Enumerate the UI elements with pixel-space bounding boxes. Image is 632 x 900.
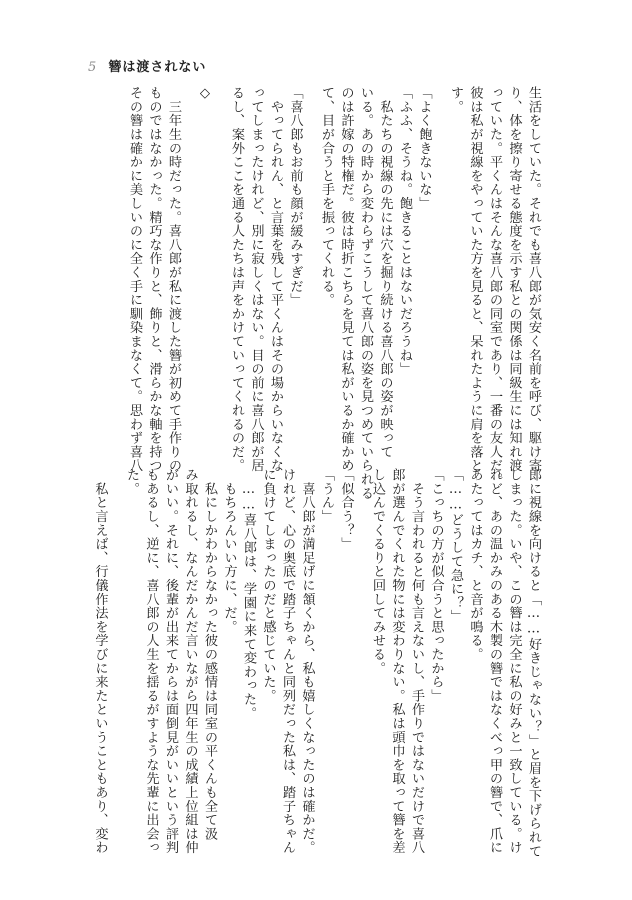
- text-column: ものではなかった。精巧な作りと、飾りと、滑らかな軸を持つ: [146, 86, 162, 473]
- text-column: す。: [448, 86, 463, 114]
- text-column: るし、案外ここを通る人たちは声をかけていってくれるのだ。: [229, 86, 244, 473]
- text-column: 喜八郎が満足げに頷くから、私も嬉しくなったのは確かだ。: [299, 468, 315, 855]
- text-column: その簪は確かに美しいのに全く手に馴染まなくて。思わず喜八: [127, 86, 142, 473]
- text-column: 「こっちの方が似合うと思ったから」: [428, 468, 444, 703]
- text-column: やってられん、と言葉を残して平くんはその場からいなくな: [268, 86, 283, 473]
- text-column: 彼は私が視線をやっていた方を見ると、呆れたように肩を落と: [467, 86, 483, 473]
- text-column: あたってはカチ、と音が鳴る。: [467, 468, 483, 662]
- text-column: り、体を擦り寄せる態度を示す私との関係は同級生には知れ渡: [506, 86, 522, 473]
- text-column: 私たちの視線の先には穴を掘り続ける喜八郎の姿が映って: [377, 86, 393, 459]
- text-column: いる。あの時から変わらずこうして喜八郎の姿を見つめていられる: [358, 86, 373, 500]
- text-column: っていた。平くんはそんな喜八郎の同室であり、一番の友人だ。: [487, 86, 502, 487]
- section-break-mark: ◇: [197, 86, 213, 102]
- text-column: もあるし、逆に、喜八郎の人生を揺るがすような先輩に出会っ: [143, 468, 159, 855]
- text-column: 生活をしていた。それでも喜八郎が気安く名前を呼び、駆け寄: [526, 86, 541, 473]
- text-column: 「似合う？」: [338, 468, 354, 551]
- text-column: 三年生の時だった。喜八郎が私に渡した簪が初めて手作りの: [166, 86, 181, 473]
- text-column: ってしまったけれど、別に寂しくはない。目の前に喜八郎が居: [248, 86, 264, 473]
- text-column: 「……どうして急に？」: [448, 468, 463, 624]
- text-column: 「よく飽きないな」: [416, 86, 432, 211]
- text-column: そう言われると何も言えないし、手作りではないだけで喜八: [409, 468, 424, 855]
- running-title: 簪は渡されない: [108, 60, 207, 75]
- text-column: 郎に視線を向けると「……好きじゃない？」と眉を下げられて: [526, 468, 541, 858]
- text-column: がいい。それに、後輩が出来てからは面倒見がいいという評判: [163, 468, 178, 855]
- text-column: もちろんいい方に、だ。: [221, 468, 237, 634]
- running-header: [88, 56, 206, 75]
- text-column: 私にしかわからなかった彼の感情は同室の平くんも全て汲: [202, 468, 217, 841]
- text-column: 「うん」: [319, 468, 334, 524]
- page-number: 5: [88, 60, 98, 75]
- text-column: しまった。いや、この簪は完全に私の好みと一致している。け: [506, 468, 522, 855]
- text-column: た。: [124, 468, 139, 496]
- text-column: し込んでくるりと回してみせる。: [370, 468, 385, 675]
- text-column: のは許嫁の特権だ。彼は時折こちらを見ては私がいるか確かめ: [338, 86, 354, 473]
- text-column: て、目が合うと手を振ってくれる。: [319, 86, 334, 307]
- text-column: 私と言えば、行儀作法を学びに来たということもあり、変わ: [92, 468, 108, 855]
- text-column: に負けてしまったのだと感じていた。: [260, 468, 276, 703]
- text-column: 「ふふ、そうね。飽きることはないだろうね」: [397, 86, 412, 376]
- text-column: ……喜八郎は、学園に来て変わった。: [241, 468, 256, 720]
- text-column: み取れるし、なんだかんだ言いながら四年生の成績上位組は仲: [182, 468, 198, 855]
- text-column: 郎が選んでくれた物には変わりない。私は頭巾を取って簪を差: [389, 468, 405, 855]
- lower-text-block: [91, 468, 542, 858]
- text-column: けれど、心の奥底で踏子ちゃんと同列だった私は、踏子ちゃん: [280, 468, 295, 855]
- text-column: 「喜八郎もお前も顔が緩みすぎだ」: [287, 86, 303, 307]
- text-column: れど、あの温かみのある木製の簪ではなくべっ甲の簪で、爪に: [487, 468, 502, 855]
